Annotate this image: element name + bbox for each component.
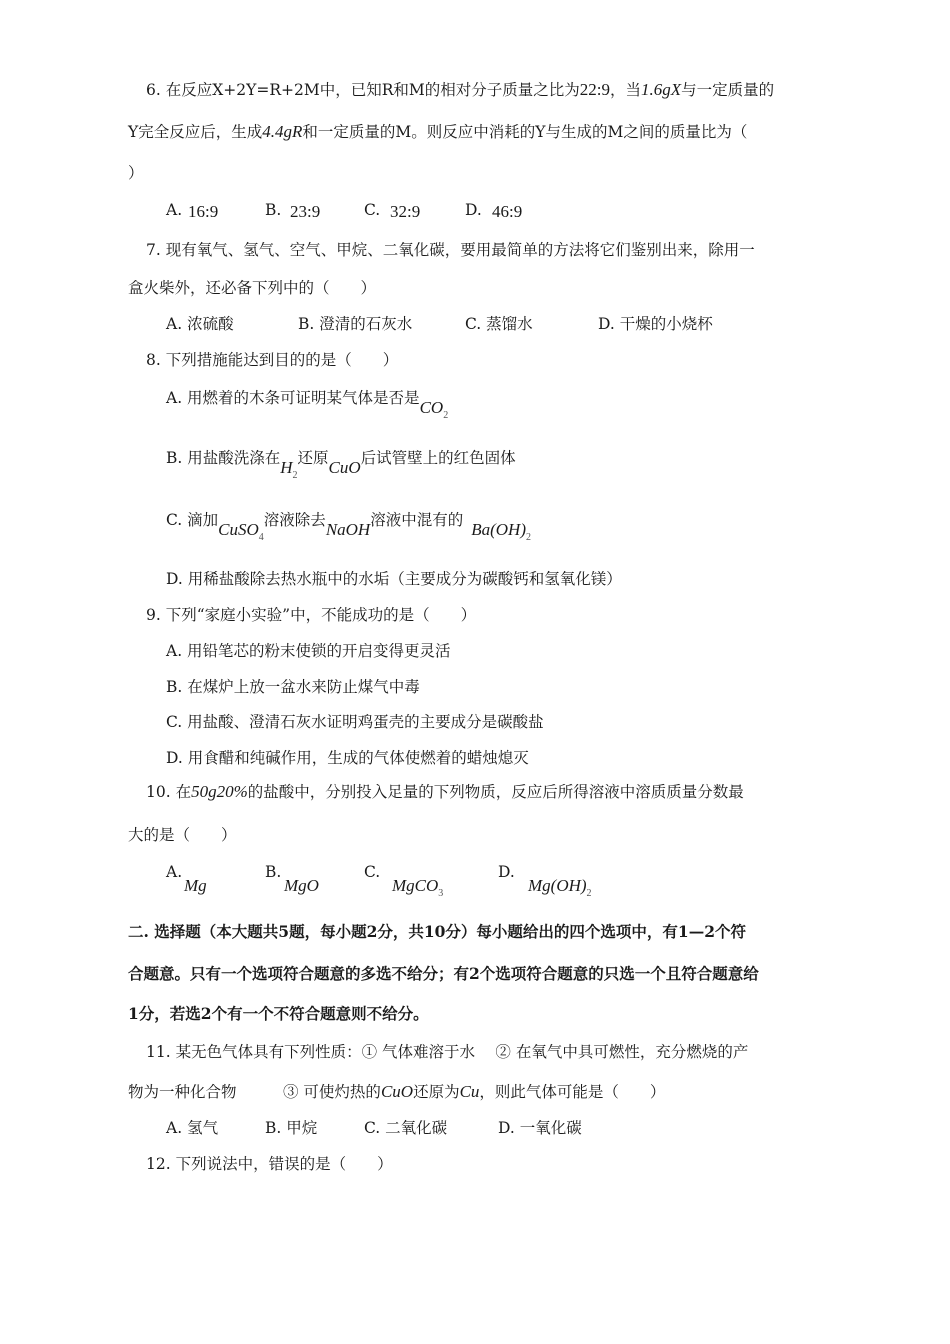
q8-option-b[interactable]	[166, 448, 516, 481]
option-value: 浓硫酸	[187, 315, 234, 333]
q10-option-c-formula	[392, 876, 443, 899]
q10-option-a-formula: Mg	[184, 876, 207, 895]
q11-cuo: CuO	[380, 1082, 414, 1101]
option-label: D.	[498, 1119, 515, 1137]
q7-stem-line2: 盒火柴外，还必备下列中的（ ）	[128, 279, 377, 297]
q11-option-d[interactable]	[498, 1118, 582, 1138]
option-value: 干燥的小烧杯	[619, 315, 713, 333]
q6-text: 6. 在反应X+2Y=R+2M中，已知R和M的相对分子质量之比为	[146, 81, 580, 99]
option-label: B.	[265, 1119, 282, 1137]
q11-option-b[interactable]	[265, 1118, 317, 1138]
q8-option-d[interactable]: D. 用稀盐酸除去热水瓶中的水垢（主要成分为碳酸钙和氢氧化镁）	[166, 570, 622, 588]
formula-subscript: 4	[258, 532, 264, 543]
q8-option-c-text: 溶液中混有的	[370, 511, 464, 529]
q10-option-a-label[interactable]: A.	[166, 863, 183, 881]
section2-instructions-line1: 二. 选择题（本大题共5题，每小题2分，共10分）每小题给出的四个选项中，有1—2个符	[128, 922, 747, 941]
q8-option-c-text: C. 滴加	[166, 511, 219, 529]
q8-option-b-text: 还原	[297, 449, 329, 467]
q10-option-d-formula	[528, 876, 592, 899]
q6-stem-line3: ）	[128, 164, 144, 182]
q8-option-c-cuso4	[218, 520, 264, 543]
q9-option-b[interactable]: B. 在煤炉上放一盆水来防止煤气中毒	[166, 678, 420, 696]
q11-text: ，则此气体可能是（ ）	[479, 1083, 666, 1101]
formula-text: Mg(OH)	[528, 876, 587, 895]
q7-stem-line1: 7. 现有氧气、氢气、空气、甲烷、二氧化碳，要用最简单的方法将它们鉴别出来，除用一	[146, 241, 755, 259]
q6-option-d-value: 46:9	[492, 202, 523, 221]
q8-option-b-text: 后试管壁上的红色固体	[360, 449, 516, 467]
q10-option-b-label[interactable]: B.	[265, 863, 282, 881]
option-value: 甲烷	[286, 1119, 318, 1137]
q8-option-a-text: A. 用燃着的木条可证明某气体是否是	[166, 389, 420, 407]
q8-option-c[interactable]	[166, 510, 531, 543]
q6-mass-x: 1.6gX	[641, 80, 682, 99]
q9-stem: 9. 下列“家庭小实验”中，不能成功的是（ ）	[146, 606, 477, 624]
q11-text: 物为一种化合物 ③ 可使灼热的	[128, 1083, 381, 1101]
q10-text: 10. 在	[146, 783, 192, 801]
q6-text: Y完全反应后，生成	[128, 123, 263, 141]
q11-stem-line1: 11. 某无色气体具有下列性质：① 气体难溶于水 ② 在氧气中具可燃性，充分燃烧的产	[146, 1043, 749, 1061]
q12-stem: 12. 下列说法中，错误的是（ ）	[146, 1155, 393, 1173]
q6-text: ，当	[610, 81, 642, 99]
q11-cu: Cu	[459, 1082, 480, 1101]
option-label: B.	[298, 315, 315, 333]
q10-option-c-label[interactable]: C.	[364, 863, 381, 881]
q6-stem-line2	[128, 122, 747, 142]
option-label: A.	[166, 1119, 183, 1137]
q6-option-c-label[interactable]: C.	[364, 201, 381, 219]
q7-option-d[interactable]	[598, 314, 713, 334]
q8-option-a[interactable]	[166, 388, 449, 421]
q7-option-a[interactable]	[166, 314, 234, 334]
option-label: C.	[465, 315, 482, 333]
q10-mass: 50g20%	[191, 782, 248, 801]
option-label: A.	[166, 315, 183, 333]
q7-option-c[interactable]	[465, 314, 533, 334]
q8-option-c-text: 溶液除去	[263, 511, 326, 529]
q6-option-b-label[interactable]: B.	[265, 201, 282, 219]
q9-option-d[interactable]: D. 用食醋和纯碱作用，生成的气体使燃着的蜡烛熄灭	[166, 749, 529, 767]
q6-text: 和一定质量的M。则反应中消耗的Y与生成的M之间的质量比为（	[302, 123, 748, 141]
formula-text: H	[280, 458, 293, 477]
section2-instructions-line3: 1分，若选2个有一个不符合题意则不给分。	[128, 1004, 429, 1023]
q6-option-a-label[interactable]: A.	[166, 201, 183, 219]
formula-subscript: 2	[526, 532, 531, 543]
q8-option-c-naoh: NaOH	[325, 520, 371, 539]
q11-option-a[interactable]	[166, 1118, 218, 1138]
formula-text: CO	[419, 398, 444, 417]
option-value: 澄清的石灰水	[319, 315, 413, 333]
formula-text: MgCO	[392, 876, 439, 895]
formula-subscript: 2	[586, 888, 592, 899]
q11-option-c[interactable]	[364, 1118, 447, 1138]
q7-option-b[interactable]	[298, 314, 412, 334]
q6-option-c-value: 32:9	[390, 202, 421, 221]
option-value: 二氧化碳	[385, 1119, 448, 1137]
q8-option-b-cuo: CuO	[328, 458, 361, 477]
q8-option-b-h2	[280, 458, 298, 481]
formula-text: Ba(OH)	[471, 520, 526, 539]
q8-option-c-baoh2	[471, 520, 531, 543]
q10-option-d-label[interactable]: D.	[498, 863, 515, 881]
option-label: C.	[364, 1119, 381, 1137]
q9-option-c[interactable]: C. 用盐酸、澄清石灰水证明鸡蛋壳的主要成分是碳酸盐	[166, 713, 544, 731]
formula-subscript: 2	[443, 410, 449, 421]
option-value: 蒸馏水	[486, 315, 533, 333]
section2-instructions-line2: 合题意。只有一个选项符合题意的多选不给分；有2个选项符合题意的只选一个且符合题意给	[128, 964, 759, 983]
q10-option-b-formula: MgO	[284, 876, 319, 895]
q10-stem-line1	[146, 782, 744, 802]
q6-option-d-label[interactable]: D.	[465, 201, 482, 219]
option-label: D.	[598, 315, 615, 333]
formula-text: CuSO	[218, 520, 259, 539]
q6-mass-r: 4.4gR	[262, 122, 303, 141]
option-value: 氢气	[187, 1119, 219, 1137]
q10-stem-line2: 大的是（ ）	[128, 826, 237, 844]
q11-text: 还原为	[413, 1083, 460, 1101]
formula-subscript: 3	[438, 888, 444, 899]
q8-option-a-formula	[419, 398, 449, 421]
q8-stem: 8. 下列措施能达到目的的是（ ）	[146, 351, 399, 369]
formula-subscript: 2	[292, 470, 298, 481]
q6-ratio: 22:9	[579, 80, 610, 99]
q6-text: 与一定质量的	[681, 81, 775, 99]
q8-option-b-text: B. 用盐酸洗涤在	[166, 449, 281, 467]
option-value: 一氧化碳	[519, 1119, 582, 1137]
q6-option-a-value: 16:9	[188, 202, 219, 221]
q10-text: 的盐酸中，分别投入足量的下列物质，反应后所得溶液中溶质质量分数最	[247, 783, 744, 801]
q9-option-a[interactable]: A. 用铅笔芯的粉末使锁的开启变得更灵活	[166, 642, 451, 660]
q6-stem-line1	[146, 80, 774, 100]
q6-option-b-value: 23:9	[290, 202, 321, 221]
q11-stem-line2	[128, 1082, 665, 1102]
